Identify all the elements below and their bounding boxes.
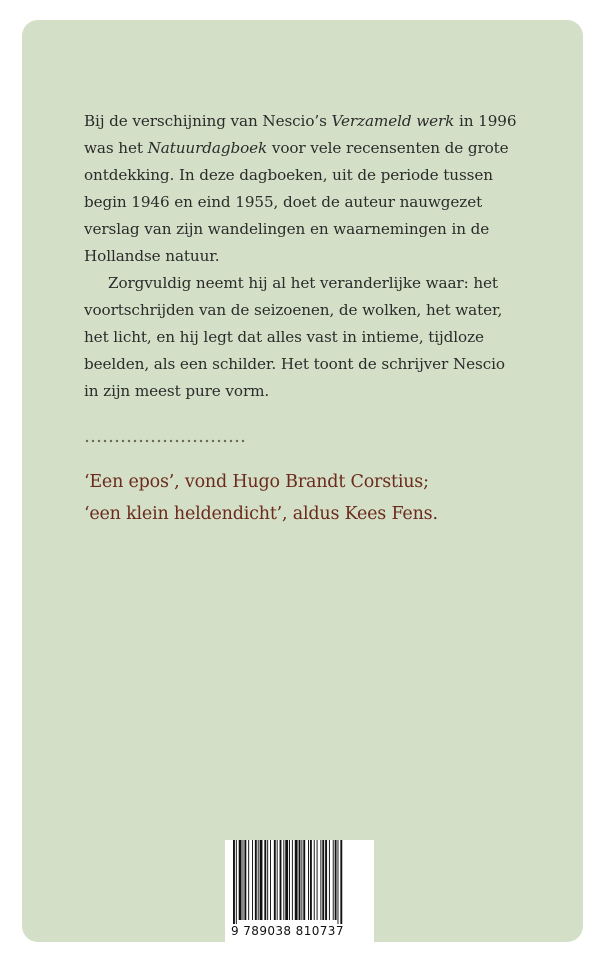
blurb-line: begin 1946 en eind 1955, doet de auteur nauwgezet bbox=[84, 193, 483, 211]
blurb-line: verslag van zijn wandelingen en waarnemingen in de bbox=[84, 220, 490, 238]
barcode-bars bbox=[231, 840, 369, 924]
review-quote bbox=[84, 466, 438, 530]
text-span: in 1996 bbox=[454, 112, 517, 130]
barcode-bar bbox=[292, 840, 293, 920]
barcode-bar bbox=[320, 840, 321, 920]
dotted-divider bbox=[84, 438, 246, 444]
blurb-line: beelden, als een schilder. Het toont de schrijver Nescio bbox=[84, 355, 505, 373]
book-title-italic: Verzameld werk bbox=[331, 112, 455, 130]
barcode-bar bbox=[317, 840, 318, 920]
barcode-bar bbox=[267, 840, 268, 920]
barcode-bar bbox=[310, 840, 312, 920]
book-title-italic: Natuurdagboek bbox=[147, 139, 268, 157]
barcode-bar bbox=[233, 840, 235, 924]
barcode-bar bbox=[274, 840, 276, 920]
barcode-bar bbox=[335, 840, 337, 920]
barcode-bar bbox=[260, 840, 263, 920]
blurb-line: ontdekking. In deze dagboeken, uit de periode tussen bbox=[84, 166, 493, 184]
barcode-bar bbox=[338, 840, 339, 924]
barcode-bar bbox=[283, 840, 284, 920]
blurb-line: voortschrijden van de seizoenen, de wolken, het water, bbox=[84, 301, 503, 319]
barcode-bar bbox=[308, 840, 309, 920]
barcode-bar bbox=[243, 840, 244, 920]
quote-line: ‘Een epos’, vond Hugo Brandt Corstius; bbox=[84, 472, 429, 492]
barcode-bar bbox=[299, 840, 301, 920]
blurb-line bbox=[84, 108, 517, 135]
text-span: Bij de verschijning van Nescio’s bbox=[84, 112, 332, 130]
barcode-bar bbox=[333, 840, 334, 920]
blurb-paragraph-1 bbox=[84, 108, 517, 270]
blurb-line: Zorgvuldig neemt hij al het veranderlijke waar: het bbox=[108, 274, 498, 292]
text-span: voor vele recensenten de grote bbox=[267, 139, 509, 157]
blurb-line bbox=[84, 135, 509, 162]
barcode bbox=[225, 840, 374, 942]
isbn-number: 9 789038 810737 bbox=[231, 924, 344, 938]
barcode-bar bbox=[301, 840, 302, 920]
barcode-bar bbox=[322, 840, 324, 920]
barcode-bar bbox=[244, 840, 246, 920]
barcode-bar bbox=[252, 840, 253, 920]
barcode-bar bbox=[295, 840, 298, 920]
barcode-bar bbox=[236, 840, 237, 924]
barcode-bar bbox=[239, 840, 242, 920]
blurb-line: Hollandse natuur. bbox=[84, 247, 220, 265]
blurb-line: het licht, en hij legt dat alles vast in intieme, tijdloze bbox=[84, 328, 484, 346]
barcode-bar bbox=[270, 840, 271, 920]
barcode-bar bbox=[289, 840, 290, 920]
quote-line: ‘een klein heldendicht’, aldus Kees Fens. bbox=[84, 504, 438, 524]
blurb-line: in zijn meest pure vorm. bbox=[84, 382, 270, 400]
text-span: was het bbox=[84, 139, 148, 157]
barcode-bar bbox=[314, 840, 315, 920]
barcode-bar bbox=[285, 840, 288, 920]
barcode-bar bbox=[258, 840, 259, 920]
blurb-text bbox=[84, 108, 517, 405]
barcode-bar bbox=[325, 840, 327, 920]
barcode-bar bbox=[340, 840, 342, 924]
barcode-bar bbox=[264, 840, 266, 920]
barcode-bar bbox=[277, 840, 278, 920]
barcode-bar bbox=[280, 840, 282, 920]
barcode-bar bbox=[303, 840, 305, 920]
barcode-bar bbox=[248, 840, 249, 920]
barcode-bar bbox=[329, 840, 330, 920]
barcode-bar bbox=[255, 840, 257, 920]
blurb-paragraph-2 bbox=[84, 270, 504, 405]
